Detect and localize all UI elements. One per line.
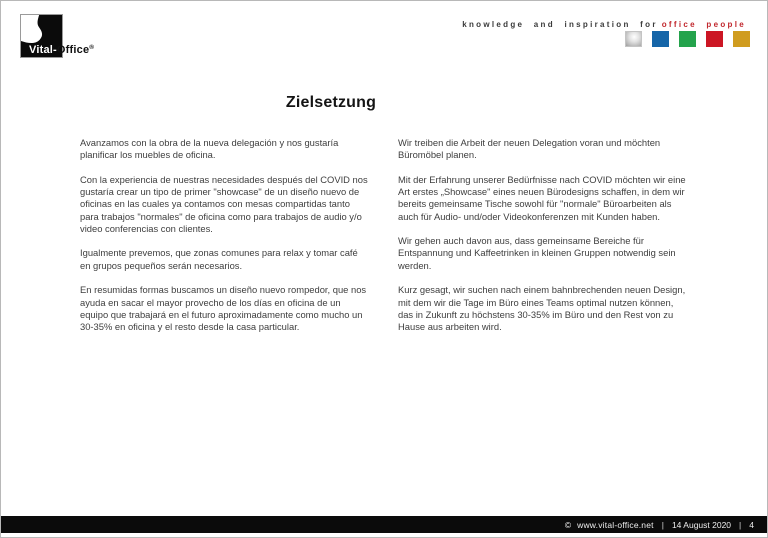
brand-color-squares <box>625 31 750 47</box>
footer-date: 14 August 2020 <box>671 519 732 530</box>
paragraph: En resumidas formas buscamos un diseño nuevo rompedor, que nos ayuda en sacar el mayor provecho de los días en oficina de un equipo que trabajará en el futuro aproximadamente como mucho un 30-35% en oficina y el resto desde la casa particular. <box>80 284 367 332</box>
color-square-red <box>706 31 723 47</box>
page-title: Zielsetzung <box>285 94 377 111</box>
footer-bar <box>1 516 767 533</box>
color-square-green <box>679 31 696 47</box>
text-column-german <box>398 137 687 346</box>
tagline <box>462 20 746 29</box>
paragraph: Mit der Erfahrung unserer Bedürfnisse nach COVID möchten wir eine Art erstes „Showcase" eines neuen Bürodesigns schaffen, in dem wir bereits gemeinsame Tische sowohl für "normale" Büroarbeiten als auch für Audio- und/oder Videokonferenzen mit Kunden haben. <box>398 173 686 222</box>
paragraph: Wir treiben die Arbeit der neuen Delegation voran und möchten Büromöbel planen. <box>398 137 661 161</box>
paragraph: Wir gehen auch davon aus, dass gemeinsame Bereiche für Entspannung und Kaffeetrinken in kleinen Gruppen notwendig sein werden. <box>398 235 676 271</box>
color-square-gold <box>733 31 750 47</box>
paragraph: Kurz gesagt, wir suchen nach einem bahnbrechenden neuen Design, mit dem wir die Tage im Büro eines Teams optimal nutzen können, das in Zukunft zu höchstens 30-35% im Büro und den Rest von zu Hause aus arbeiten wird. <box>398 284 686 332</box>
footer-website[interactable]: www.vital-office.net <box>577 519 654 530</box>
logo-text-office: Office <box>56 44 90 56</box>
tagline-prefix: knowledge and inspiration for <box>462 20 658 29</box>
footer-separator: | <box>739 519 742 530</box>
copyright-symbol: © <box>564 519 572 530</box>
registered-mark: ® <box>89 44 95 51</box>
footer-separator: | <box>661 519 664 530</box>
color-square-blue <box>652 31 669 47</box>
color-square-silver <box>625 31 642 47</box>
paragraph: Avanzamos con la obra de la nueva delegación y nos gustaría planificar los muebles de oficina. <box>80 137 339 161</box>
footer-page-number: 4 <box>749 519 754 530</box>
logo-text-vital: Vital- <box>29 44 57 56</box>
paragraph: Con la experiencia de nuestras necesidades después del COVID nos gustaría crear un tipo de primer "showcase" de un diseño nuevo de oficinas en las cuales ya contamos con mesas compartidas tanto para trabajos "normales" de oficina como para trabajos de audio y/o video conferencias con clientes. <box>80 173 368 234</box>
logo-wordmark <box>29 41 94 57</box>
tagline-highlight: office people <box>661 20 746 29</box>
text-column-spanish <box>80 137 369 346</box>
paragraph: Igualmente prevemos, que zonas comunes para relax y tomar café en grupos pequeños serán necesarios. <box>80 247 358 271</box>
